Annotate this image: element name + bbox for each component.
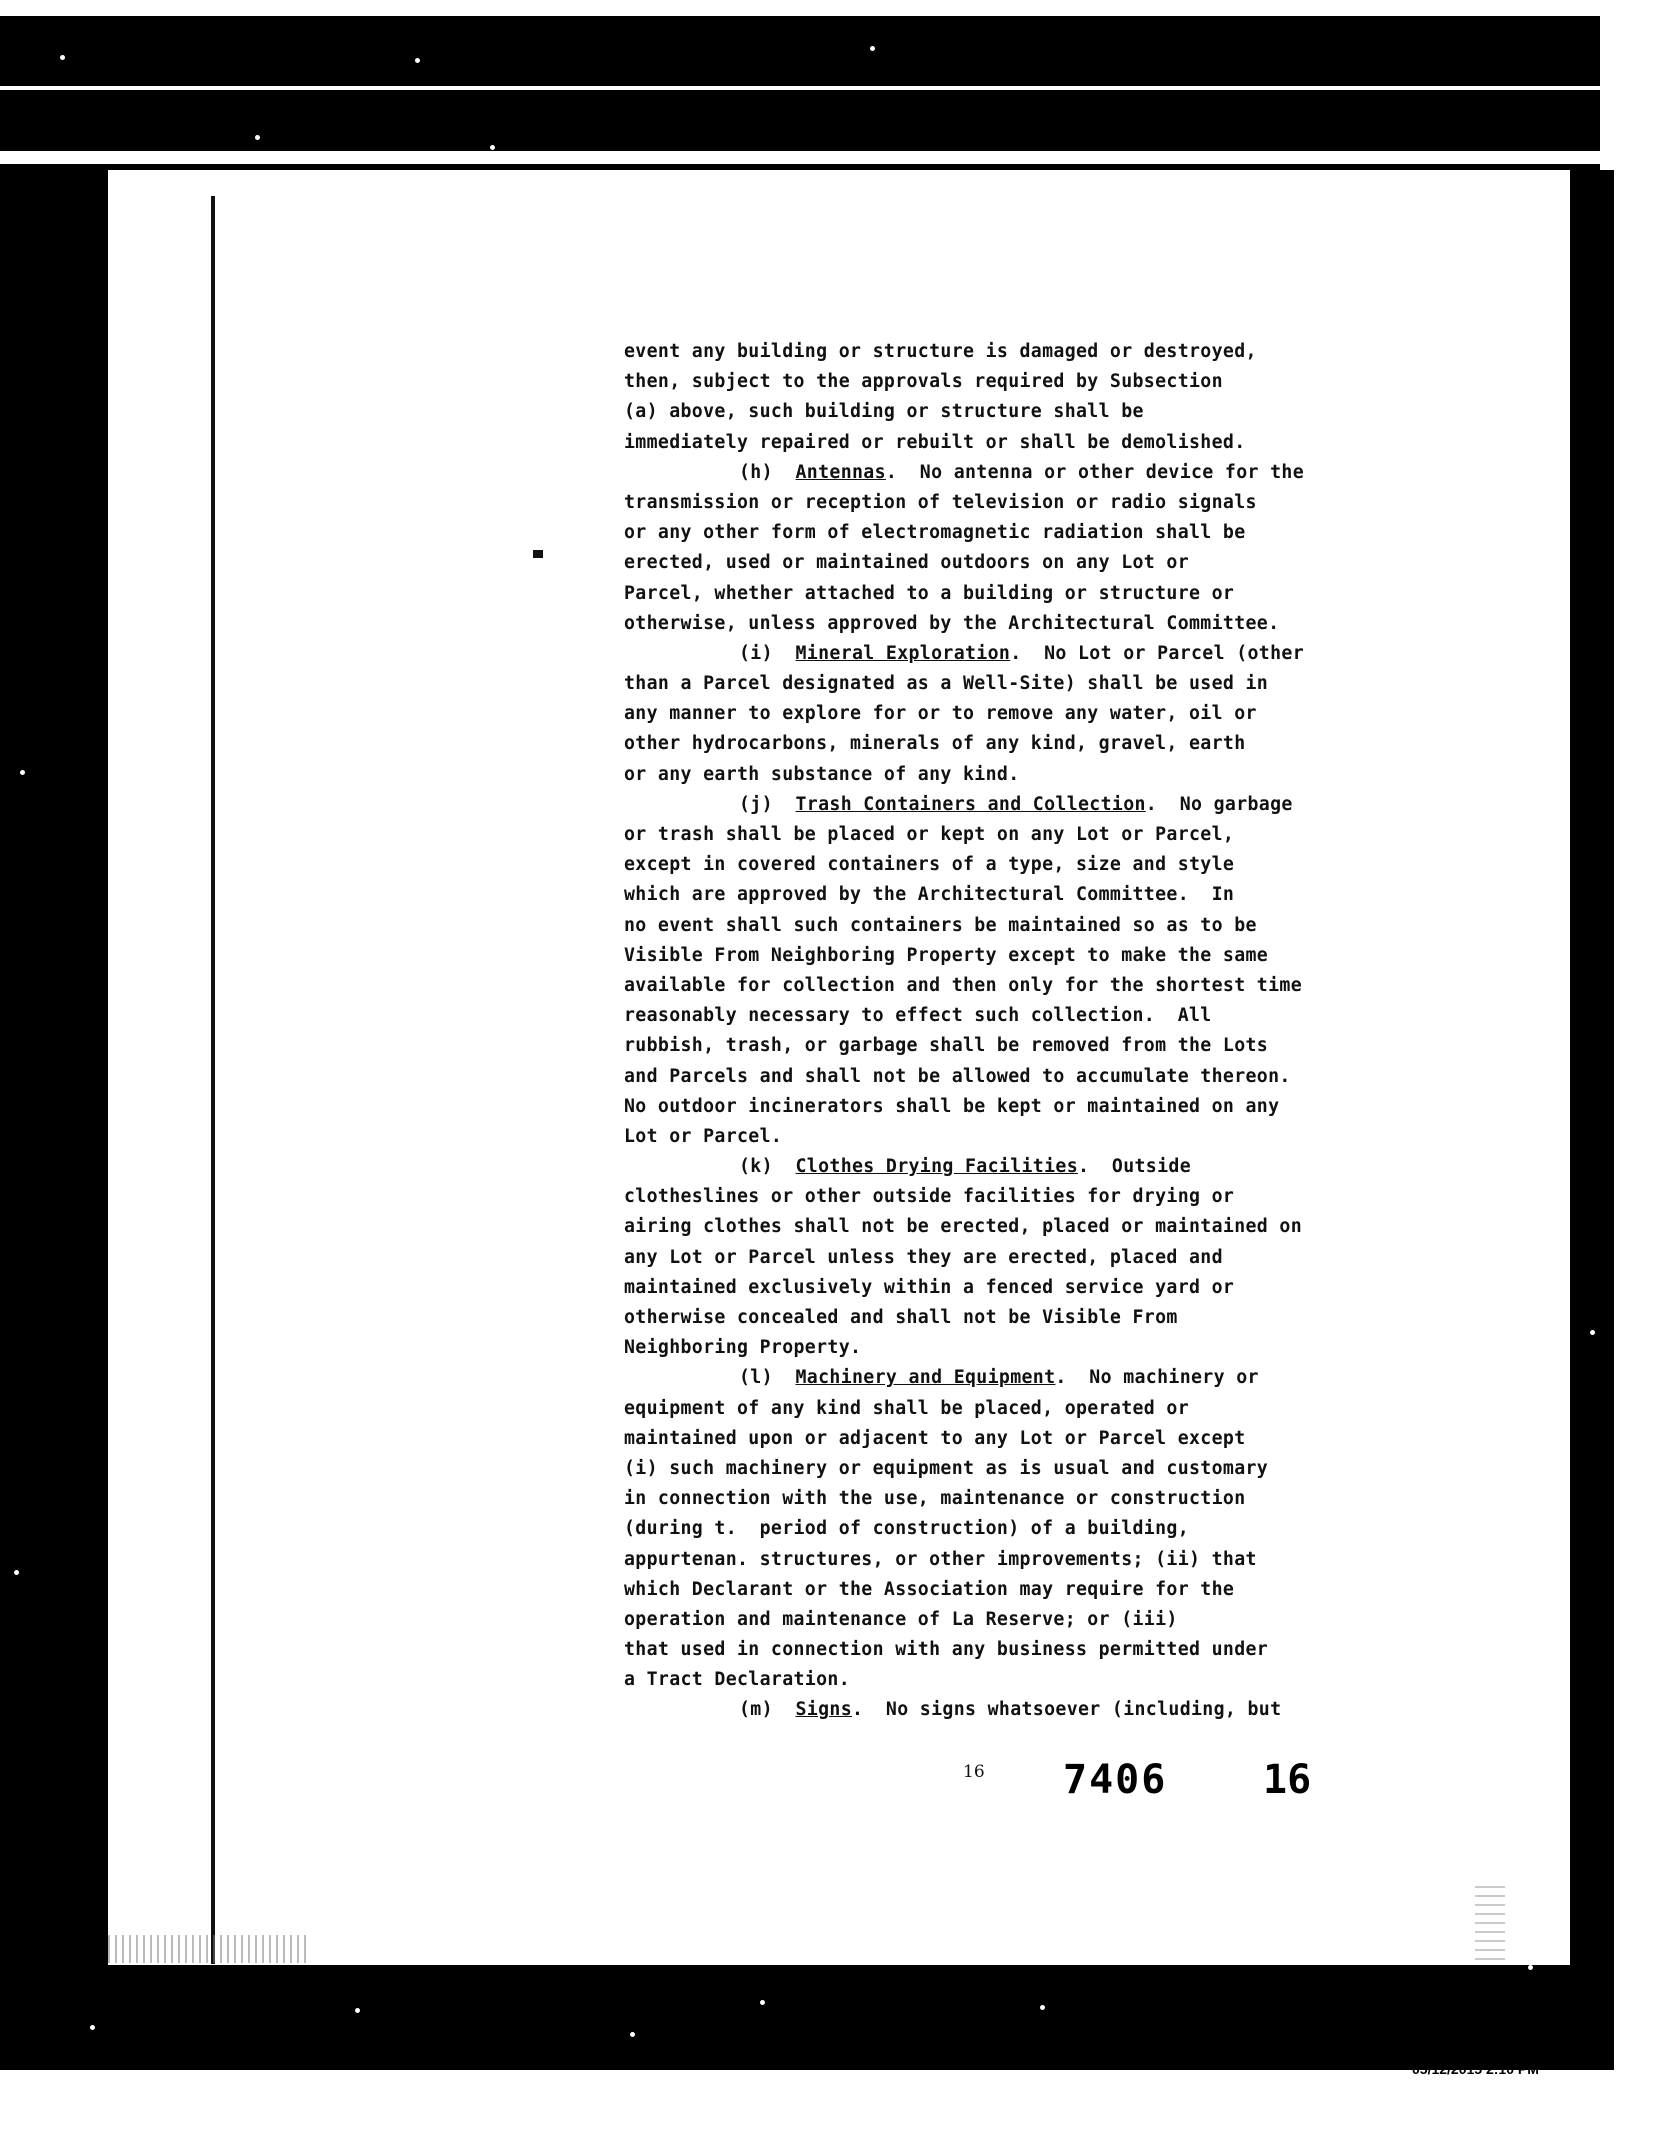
scan-speck (60, 55, 65, 60)
clause-text: . No Lot or Parcel (other (1010, 642, 1304, 664)
clause-label: (k) (739, 1156, 796, 1178)
scan-speck (90, 2025, 95, 2030)
text-line (624, 790, 1364, 820)
scan-speck (1590, 1330, 1595, 1335)
page-number: 16 (1263, 1757, 1312, 1803)
text-line: Lot or Parcel. (624, 1125, 783, 1147)
scan-left-border (0, 170, 108, 1970)
text-line: otherwise concealed and shall not be Visible From (624, 1307, 1178, 1328)
clause-label: (i) (739, 642, 796, 664)
text-line: airing clothes shall not be erected, placed or maintained on (624, 1216, 1302, 1238)
clause-text: . No garbage (1145, 793, 1293, 815)
text-line: any Lot or Parcel unless they are erected, placed and (624, 1246, 1223, 1268)
text-line: (i) such machinery or equipment as is usual and customary (624, 1457, 1269, 1479)
clause-text: . Outside (1078, 1156, 1191, 1178)
text-line: Parcel, whether attached to a building or structure or (624, 582, 1235, 604)
binding-edge (211, 196, 215, 1964)
text-line: reasonably necessary to effect such collection. All (624, 1005, 1212, 1027)
scan-speck (1040, 2005, 1045, 2010)
text-line: any manner to explore for or to remove any water, oil or (624, 703, 1257, 725)
text-line: equipment of any kind shall be placed, operated or (624, 1397, 1189, 1419)
clause-text: . No antenna or other device for the (885, 461, 1304, 483)
scan-noise (108, 1935, 308, 1963)
scan-speck (14, 1570, 19, 1575)
text-line: rubbish, trash, or garbage shall be removed from the Lots (624, 1035, 1269, 1057)
text-line: event any building or structure is damaged or destroyed, (624, 341, 1257, 362)
folio-number: 16 (963, 1762, 985, 1782)
clause-text: . No machinery or (1055, 1367, 1259, 1389)
clause-label: (j) (739, 793, 796, 815)
text-line: No outdoor incinerators shall be kept or maintained on any (624, 1095, 1280, 1117)
scan-right-border (1570, 170, 1614, 1970)
scan-timestamp: 05/12/2015 2:10 PM (1412, 2061, 1539, 2077)
clause-heading: Trash Containers and Collection (795, 793, 1146, 815)
text-line: or any other form of electromagnetic radiation shall be (624, 522, 1246, 544)
text-line (624, 1152, 1364, 1182)
clause-heading: Signs (795, 1699, 852, 1721)
scan-speck (1528, 1965, 1533, 1970)
text-line: or any earth substance of any kind. (624, 763, 1020, 785)
text-line: maintained upon or adjacent to any Lot or Parcel except (624, 1427, 1246, 1449)
scan-speck (255, 135, 260, 140)
text-line: then, subject to the approvals required by Subsection (624, 371, 1223, 393)
text-line: or trash shall be placed or kept on any Lot or Parcel, (624, 824, 1235, 845)
clause-label: (h) (739, 461, 796, 483)
text-line: transmission or reception of television or radio signals (624, 491, 1257, 513)
clause-heading: Antennas (795, 461, 886, 483)
scan-speck (490, 145, 495, 150)
text-line: which are approved by the Architectural Committee. In (624, 884, 1235, 906)
text-line: erected, used or maintained outdoors on any Lot or (624, 552, 1189, 574)
clause-heading: Clothes Drying Facilities (795, 1156, 1078, 1178)
text-line: (during t. period of construction) of a building, (624, 1518, 1189, 1540)
text-line: immediately repaired or rebuilt or shall be demolished. (624, 431, 1246, 453)
text-line: than a Parcel designated as a Well-Site) shall be used in (624, 673, 1269, 695)
text-line: and Parcels and shall not be allowed to accumulate thereon. (624, 1065, 1291, 1087)
text-line: that used in connection with any business permitted under (624, 1639, 1269, 1661)
text-line: appurtenan. structures, or other improvements; (ii) that (624, 1548, 1257, 1570)
text-line: maintained exclusively within a fenced service yard or (624, 1276, 1235, 1298)
scan-bottom-border (0, 1965, 1614, 2070)
scan-noise (1475, 1880, 1505, 1960)
scan-rule (0, 164, 1600, 170)
text-line: except in covered containers of a type, size and style (624, 854, 1235, 876)
text-line: a Tract Declaration. (624, 1669, 850, 1691)
scan-speck (760, 2000, 765, 2005)
scan-speck (870, 46, 875, 51)
text-line: Visible From Neighboring Property except to make the same (624, 944, 1269, 966)
text-line: Neighboring Property. (624, 1337, 862, 1359)
text-line (624, 458, 1364, 488)
text-line (624, 1695, 1364, 1725)
text-line: in connection with the use, maintenance or construction (624, 1488, 1246, 1510)
scan-speck (630, 2032, 635, 2037)
text-line: which Declarant or the Association may require for the (624, 1578, 1235, 1600)
clause-label: (m) (739, 1699, 796, 1721)
margin-mark (533, 550, 543, 558)
clause-heading: Machinery and Equipment (795, 1367, 1056, 1389)
text-line: other hydrocarbons, minerals of any kind, gravel, earth (624, 733, 1246, 755)
text-line: (a) above, such building or structure shall be (624, 401, 1144, 423)
clause-label: (l) (739, 1367, 796, 1389)
scan-speck (20, 770, 25, 775)
text-line: otherwise, unless approved by the Architectural Committee. (624, 612, 1280, 634)
text-line: clotheslines or other outside facilities for drying or (624, 1186, 1235, 1208)
scan-top-border (0, 16, 1600, 151)
scan-speck (355, 2008, 360, 2013)
text-line: operation and maintenance of La Reserve; or (iii) (624, 1608, 1178, 1630)
document-body-text (624, 337, 1364, 1726)
text-line (624, 1363, 1364, 1393)
book-number: 7406 (1063, 1757, 1168, 1803)
text-line (624, 639, 1364, 669)
text-line: available for collection and then only for the shortest time (624, 974, 1302, 996)
clause-heading: Mineral Exploration (795, 642, 1011, 664)
text-line: no event shall such containers be maintained so as to be (624, 914, 1257, 936)
scan-speck (415, 58, 420, 63)
clause-text: . No signs whatsoever (including, but (852, 1699, 1282, 1721)
